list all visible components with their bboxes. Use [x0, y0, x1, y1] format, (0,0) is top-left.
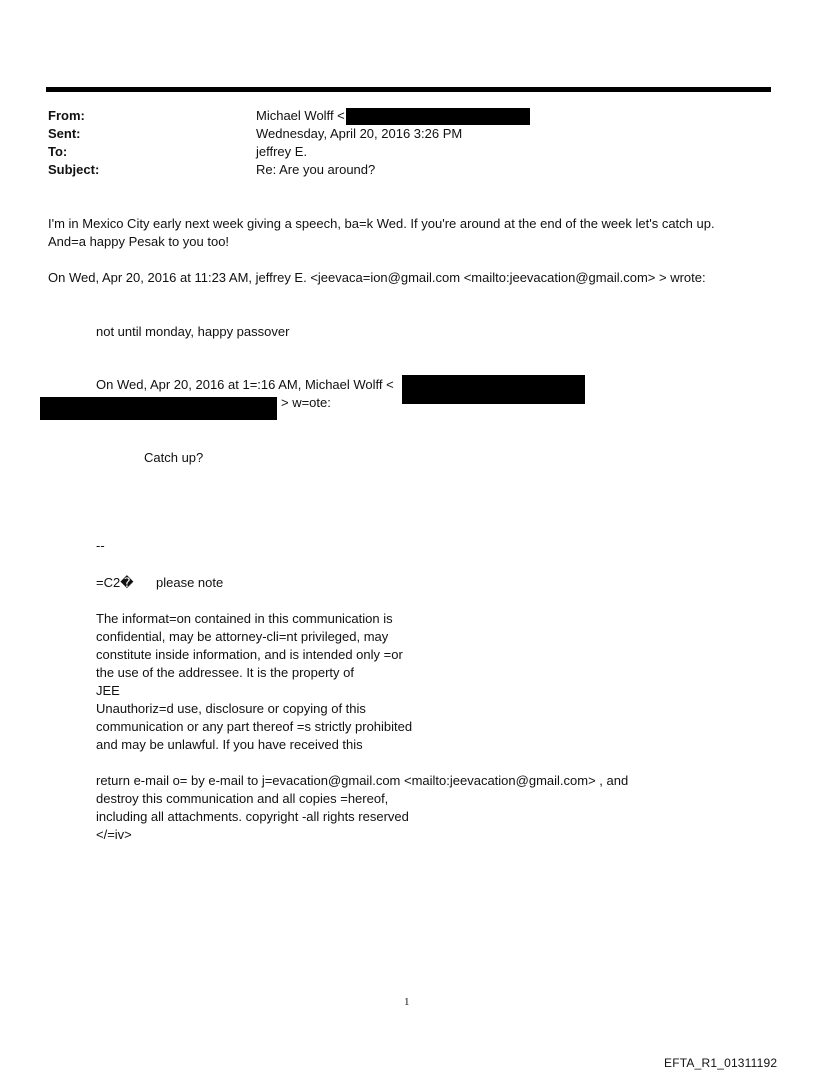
- notice-line: communication or any part thereof =s strictly prohibited: [96, 719, 413, 734]
- quote2-intro: On Wed, Apr 20, 2016 at 1=:16 AM, Michael Wolff <: [96, 377, 394, 392]
- return-line: return e-mail o= by e-mail to j=evacation@gmail.com <mailto:jeevacation@gmail.com> , and: [96, 773, 629, 788]
- notice-line: confidential, may be attorney-cli=nt privileged, may: [96, 629, 389, 644]
- body-line-1: I'm in Mexico City early next week giving a speech, ba=k Wed. If you're around at the end of the week let's catch up.: [48, 216, 715, 231]
- notice-line: JEE: [96, 683, 120, 698]
- document-id: EFTA_R1_01311192: [664, 1056, 778, 1070]
- notice-line: Unauthoriz=d use, disclosure or copying of this: [96, 701, 366, 716]
- notice-line: the use of the addressee. It is the property of: [96, 665, 354, 680]
- return-line: destroy this communication and all copies =hereof,: [96, 791, 389, 806]
- return-line: including all attachments. copyright -all rights reserved: [96, 809, 409, 824]
- header-rule: [46, 87, 771, 92]
- sent-value: Wednesday, April 20, 2016 3:26 PM: [256, 126, 463, 141]
- signature-note: please note: [156, 575, 224, 590]
- quote2-intro-end: > w=ote:: [281, 395, 331, 410]
- redaction-box: [346, 108, 530, 125]
- to-value: jeffrey E.: [256, 144, 308, 159]
- subject-value: Re: Are you around?: [256, 162, 376, 177]
- from-label: From:: [48, 108, 85, 123]
- subject-label: Subject:: [48, 162, 100, 177]
- return-line: </=iv>: [96, 827, 132, 842]
- notice-line: The informat=on contained in this communication is: [96, 611, 393, 626]
- quote1-text: not until monday, happy passover: [96, 324, 290, 339]
- quote1-intro: On Wed, Apr 20, 2016 at 11:23 AM, jeffrey E. <jeevaca=ion@gmail.com <mailto:jeevacation@gmail.com> > wrote:: [48, 270, 706, 285]
- page-number: 1: [404, 996, 410, 1008]
- body-line-2: And=a happy Pesak to you too!: [48, 234, 230, 249]
- redaction-box: [40, 397, 277, 420]
- signature-note-prefix: =C2�: [96, 575, 134, 590]
- notice-line: and may be unlawful. If you have received this: [96, 737, 363, 752]
- signature-dashes: --: [96, 538, 105, 553]
- quote2-text: Catch up?: [144, 450, 204, 465]
- to-label: To:: [48, 144, 68, 159]
- sent-label: Sent:: [48, 126, 81, 141]
- redaction-box: [402, 375, 585, 404]
- from-value: Michael Wolff <: [256, 108, 345, 123]
- notice-line: constitute inside information, and is intended only =or: [96, 647, 403, 662]
